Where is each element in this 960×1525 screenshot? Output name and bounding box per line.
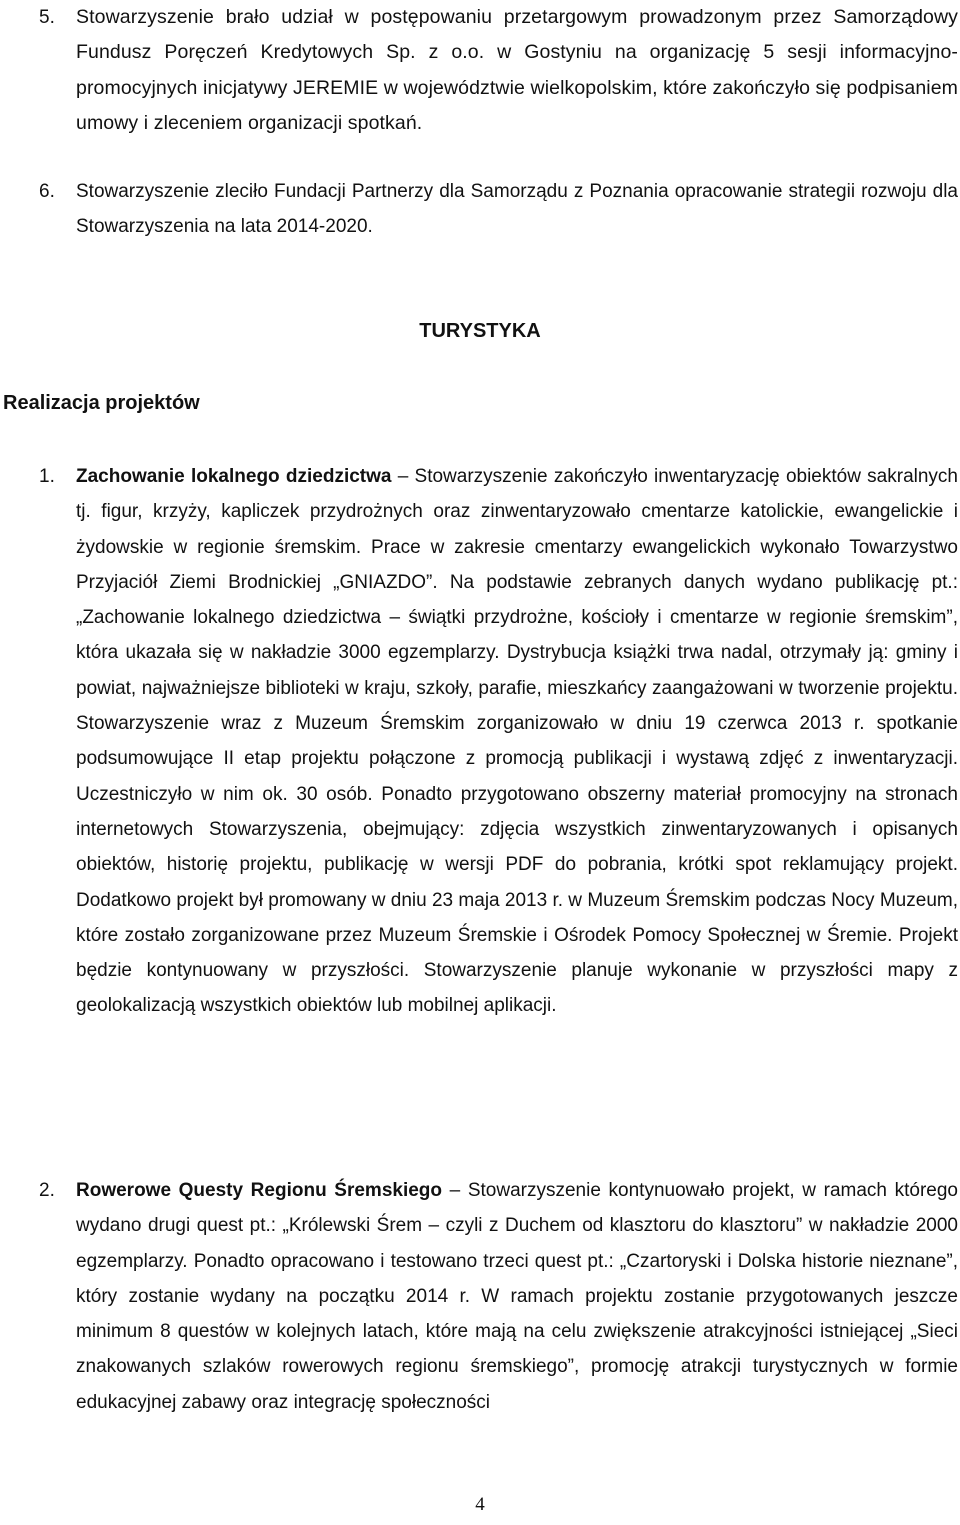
project-text <box>76 1173 958 1420</box>
page-number: 4 <box>475 1494 485 1515</box>
list-item-text: Stowarzyszenie brało udział w postępowaniu przetargowym prowadzonym przez Samorządowy Fundusz Poręczeń Kredytowych Sp. z o.o. w Gostyniu na organizację 5 sesji informacyjno-promocyjnych inicjatywy JEREMIE w województwie wielkopolskim, które zakończyło się podpisaniem umowy i zleceniem organizacji spotkań. <box>76 6 958 134</box>
list-item-text: Stowarzyszenie zleciło Fundacji Partnerzy dla Samorządu z Poznania opracowanie strategii rozwoju dla Stowarzyszenia na lata 2014-2020. <box>76 181 958 238</box>
list-number: 6. <box>39 181 55 202</box>
list-number: 1. <box>39 466 55 487</box>
project-item-1 <box>0 459 958 1024</box>
project-text <box>76 459 958 1024</box>
list-number: 2. <box>39 1180 55 1201</box>
section-heading: TURYSTYKA <box>419 320 541 342</box>
project-title: Zachowanie lokalnego dziedzictwa <box>76 466 392 487</box>
subsection-heading: Realizacja projektów <box>3 392 200 414</box>
list-number: 5. <box>39 7 55 28</box>
project-description: – Stowarzyszenie zakończyło inwentaryzację obiektów sakralnych tj. figur, krzyży, kapliczek przydrożnych oraz zinwentaryzowało cmentarze katolickie, ewangelickie i żydowskie w regionie śremskim. Prace w zakresie cmentarzy ewangelickich wykonało Towarzystwo Przyjaciół Ziemi Brodnickiej „GNIAZDO”. Na podstawie zebranych danych wydano publikację pt.: „Zachowanie lokalnego dziedzictwa – świątki przydrożne, kościoły i cmentarze w regionie śremskim”, która ukazała się w nakładzie 3000 egzemplarzy. Dystrybucja książki trwa nadal, otrzymały ją: gminy i powiat, najważniejsze biblioteki w kraju, szkoły, parafie, mieszkańcy zaangażowani w tworzenie projektu. Stowarzyszenie wraz z Muzeum Śremskim zorganizowało w dniu 19 czerwca 2013 r. spotkanie podsumowujące II etap projektu połączone z promocją publikacji i wystawą zdjęć z inwentaryzacji. Uczestniczyło w nim ok. 30 osób. Ponadto przygotowano obszerny materiał promocyjny na stronach internetowych Stowarzyszenia, obejmujący: zdjęcia wszystkich zinwentaryzowanych i opisanych obiektów, historię projektu, publikację w wersji PDF do pobrania, krótki spot reklamujący projekt. Dodatkowo projekt był promowany w dniu 23 maja 2013 r. w Muzeum Śremskim podczas Nocy Muzeum, które zostało zorganizowane przez Muzeum Śremskie i Ośrodek Pomocy Społecznej w Śremie. Projekt będzie kontynuowany w przyszłości. Stowarzyszenie planuje wykonanie w przyszłości mapy z geolokalizacją wszystkich obiektów lub mobilnej aplikacji. <box>76 466 958 1017</box>
project-description: – Stowarzyszenie kontynuowało projekt, w ramach którego wydano drugi quest pt.: „Królewski Śrem – czyli z Duchem od klasztoru do klasztoru” w nakładzie 2000 egzemplarzy. Ponadto opracowano i testowano trzeci quest pt.: „Czartoryski i Dolska historie nieznane”, który zostanie wydany na początku 2014 r. W ramach projektu zostanie przygotowanych jeszcze minimum 8 questów w kolejnych latach, które mają na celu zwiększenie atrakcyjności istniejącej „Sieci znakowanych szlaków rowerowych regionu śremskiego”, promocję atrakcji turystycznych w formie edukacyjnej zabawy oraz integrację społeczności <box>76 1180 958 1413</box>
list-item-6 <box>0 174 958 245</box>
project-item-2 <box>0 1173 958 1420</box>
list-item-5 <box>0 0 958 141</box>
project-title: Rowerowe Questy Regionu Śremskiego <box>76 1180 443 1201</box>
